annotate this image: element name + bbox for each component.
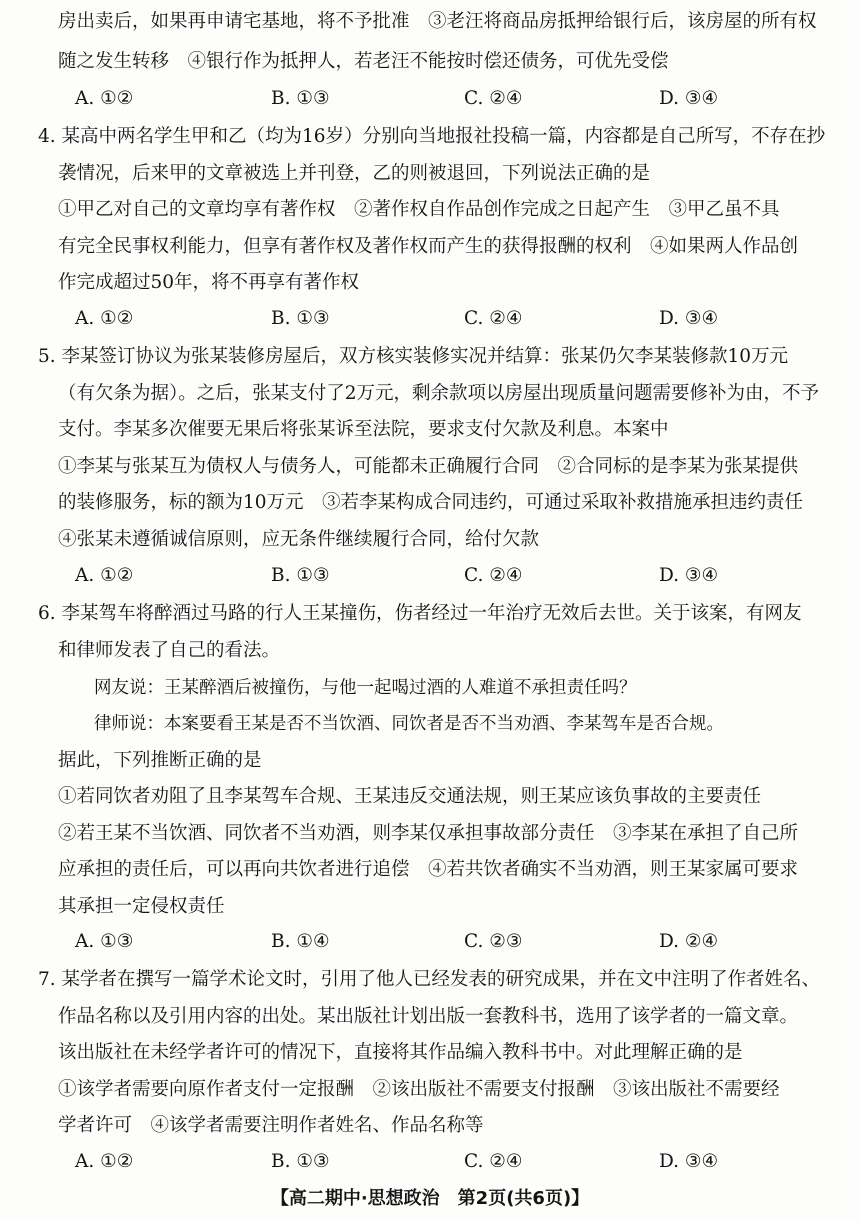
option-b[interactable]: B. ①④ <box>271 931 330 952</box>
q5-stem: 5. 李某签订协议为张某装修房屋后，双方核实装修实况并结算：张某仍欠李某装修款10万元 <box>38 346 789 367</box>
q3-text-line: 随之发生转移 ④银行作为抵押人，若老汪不能按时偿还债务，可优先受偿 <box>58 51 669 72</box>
option-c[interactable]: C. ②④ <box>464 1151 523 1172</box>
q5-options <box>75 565 832 589</box>
q5-text-line: ④张某未遵循诚信原则，应无条件继续履行合同，给付欠款 <box>58 529 540 550</box>
q3-options <box>75 88 832 112</box>
q6-text-line: 据此，下列推断正确的是 <box>58 750 262 771</box>
option-d[interactable]: D. ③④ <box>659 308 719 329</box>
option-a[interactable]: A. ①③ <box>75 931 134 952</box>
option-c[interactable]: C. ②④ <box>464 88 523 109</box>
q7-stem: 7. 某学者在撰写一篇学术论文时，引用了他人已经发表的研究成果，并在文中注明了作者姓名、 <box>38 969 821 990</box>
option-a[interactable]: A. ①② <box>75 88 134 109</box>
q6-options <box>75 931 832 955</box>
option-b[interactable]: B. ①③ <box>271 565 330 586</box>
q3-text-line: 房出卖后，如果再申请宅基地，将不予批准 ③老汪将商品房抵押给银行后，该房屋的所有权 <box>58 11 817 32</box>
page-footer: 【高二期中·思想政治 第2页(共6页)】 <box>270 1188 590 1209</box>
q7-text-line: 学者许可 ④该学者需要注明作者姓名、作品名称等 <box>58 1115 484 1136</box>
option-c[interactable]: C. ②③ <box>464 931 523 952</box>
q6-stem: 6. 李某驾车将醉酒过马路的行人王某撞伤，伤者经过一年治疗无效后去世。关于该案，有网友 <box>38 603 802 624</box>
netizen-quote: 网友说：王某醉酒后被撞伤，与他一起喝过酒的人难道不承担责任吗？ <box>94 678 637 698</box>
option-a[interactable]: A. ①② <box>75 308 134 329</box>
q4-text-line: 作完成超过50年，将不再享有著作权 <box>58 272 360 293</box>
q6-text-line: 和律师发表了自己的看法。 <box>58 640 281 661</box>
q7-text-line: 该出版社在未经学者许可的情况下，直接将其作品编入教科书中。对此理解正确的是 <box>58 1042 743 1063</box>
option-d[interactable]: D. ②④ <box>659 931 719 952</box>
q5-text-line: 支付。李某多次催要无果后将张某诉至法院，要求支付欠款及利息。本案中 <box>58 419 669 440</box>
q6-text-line: ②若王某不当饮酒、同饮者不当劝酒，则李某仅承担事故部分责任 ③李某在承担了自己所 <box>58 823 799 844</box>
q4-stem: 4. 某高中两名学生甲和乙（均为16岁）分别向当地报社投稿一篇，内容都是自己所写，不存在抄 <box>38 126 826 147</box>
q5-text-line: 的装修服务，标的额为10万元 ③若李某构成合同违约，可通过采取补救措施承担违约责任 <box>58 492 804 513</box>
option-b[interactable]: B. ①③ <box>271 88 330 109</box>
q6-text-line: 其承担一定侵权责任 <box>58 896 225 917</box>
option-c[interactable]: C. ②④ <box>464 308 523 329</box>
option-b[interactable]: B. ①③ <box>271 308 330 329</box>
q6-text-line: ①若同饮者劝阻了且李某驾车合规、王某违反交通法规，则王某应该负事故的主要责任 <box>58 786 762 807</box>
q7-text-line: 作品名称以及引用内容的出处。某出版社计划出版一套教科书，选用了该学者的一篇文章。 <box>58 1006 799 1027</box>
q4-text-line: 有完全民事权利能力，但享有著作权及著作权而产生的获得报酬的权利 ④如果两人作品创 <box>58 236 799 257</box>
q6-text-line: 应承担的责任后，可以再向共饮者进行追偿 ④若共饮者确实不当劝酒，则王某家属可要求 <box>58 859 799 880</box>
q4-options <box>75 308 832 332</box>
option-c[interactable]: C. ②④ <box>464 565 523 586</box>
q7-text-line: ①该学者需要向原作者支付一定报酬 ②该出版社不需要支付报酬 ③该出版社不需要经 <box>58 1079 780 1100</box>
lawyer-quote: 律师说：本案要看王某是否不当饮酒、同饮者是否不当劝酒、李某驾车是否合规。 <box>94 714 724 734</box>
option-a[interactable]: A. ①② <box>75 565 134 586</box>
q7-options <box>75 1151 832 1175</box>
q5-text-line: （有欠条为据）。之后，张某支付了2万元，剩余款项以房屋出现质量问题需要修补为由，不予 <box>58 383 820 404</box>
option-b[interactable]: B. ①③ <box>271 1151 330 1172</box>
option-d[interactable]: D. ③④ <box>659 88 719 109</box>
option-d[interactable]: D. ③④ <box>659 1151 719 1172</box>
q5-text-line: ①李某与张某互为债权人与债务人，可能都未正确履行合同 ②合同标的是李某为张某提供 <box>58 456 799 477</box>
q4-text-line: ①甲乙对自己的文章均享有著作权 ②著作权自作品创作完成之日起产生 ③甲乙虽不具 <box>58 199 780 220</box>
q4-text-line: 袭情况，后来甲的文章被选上并刊登，乙的则被退回，下列说法正确的是 <box>58 163 651 184</box>
option-a[interactable]: A. ①② <box>75 1151 134 1172</box>
option-d[interactable]: D. ③④ <box>659 565 719 586</box>
